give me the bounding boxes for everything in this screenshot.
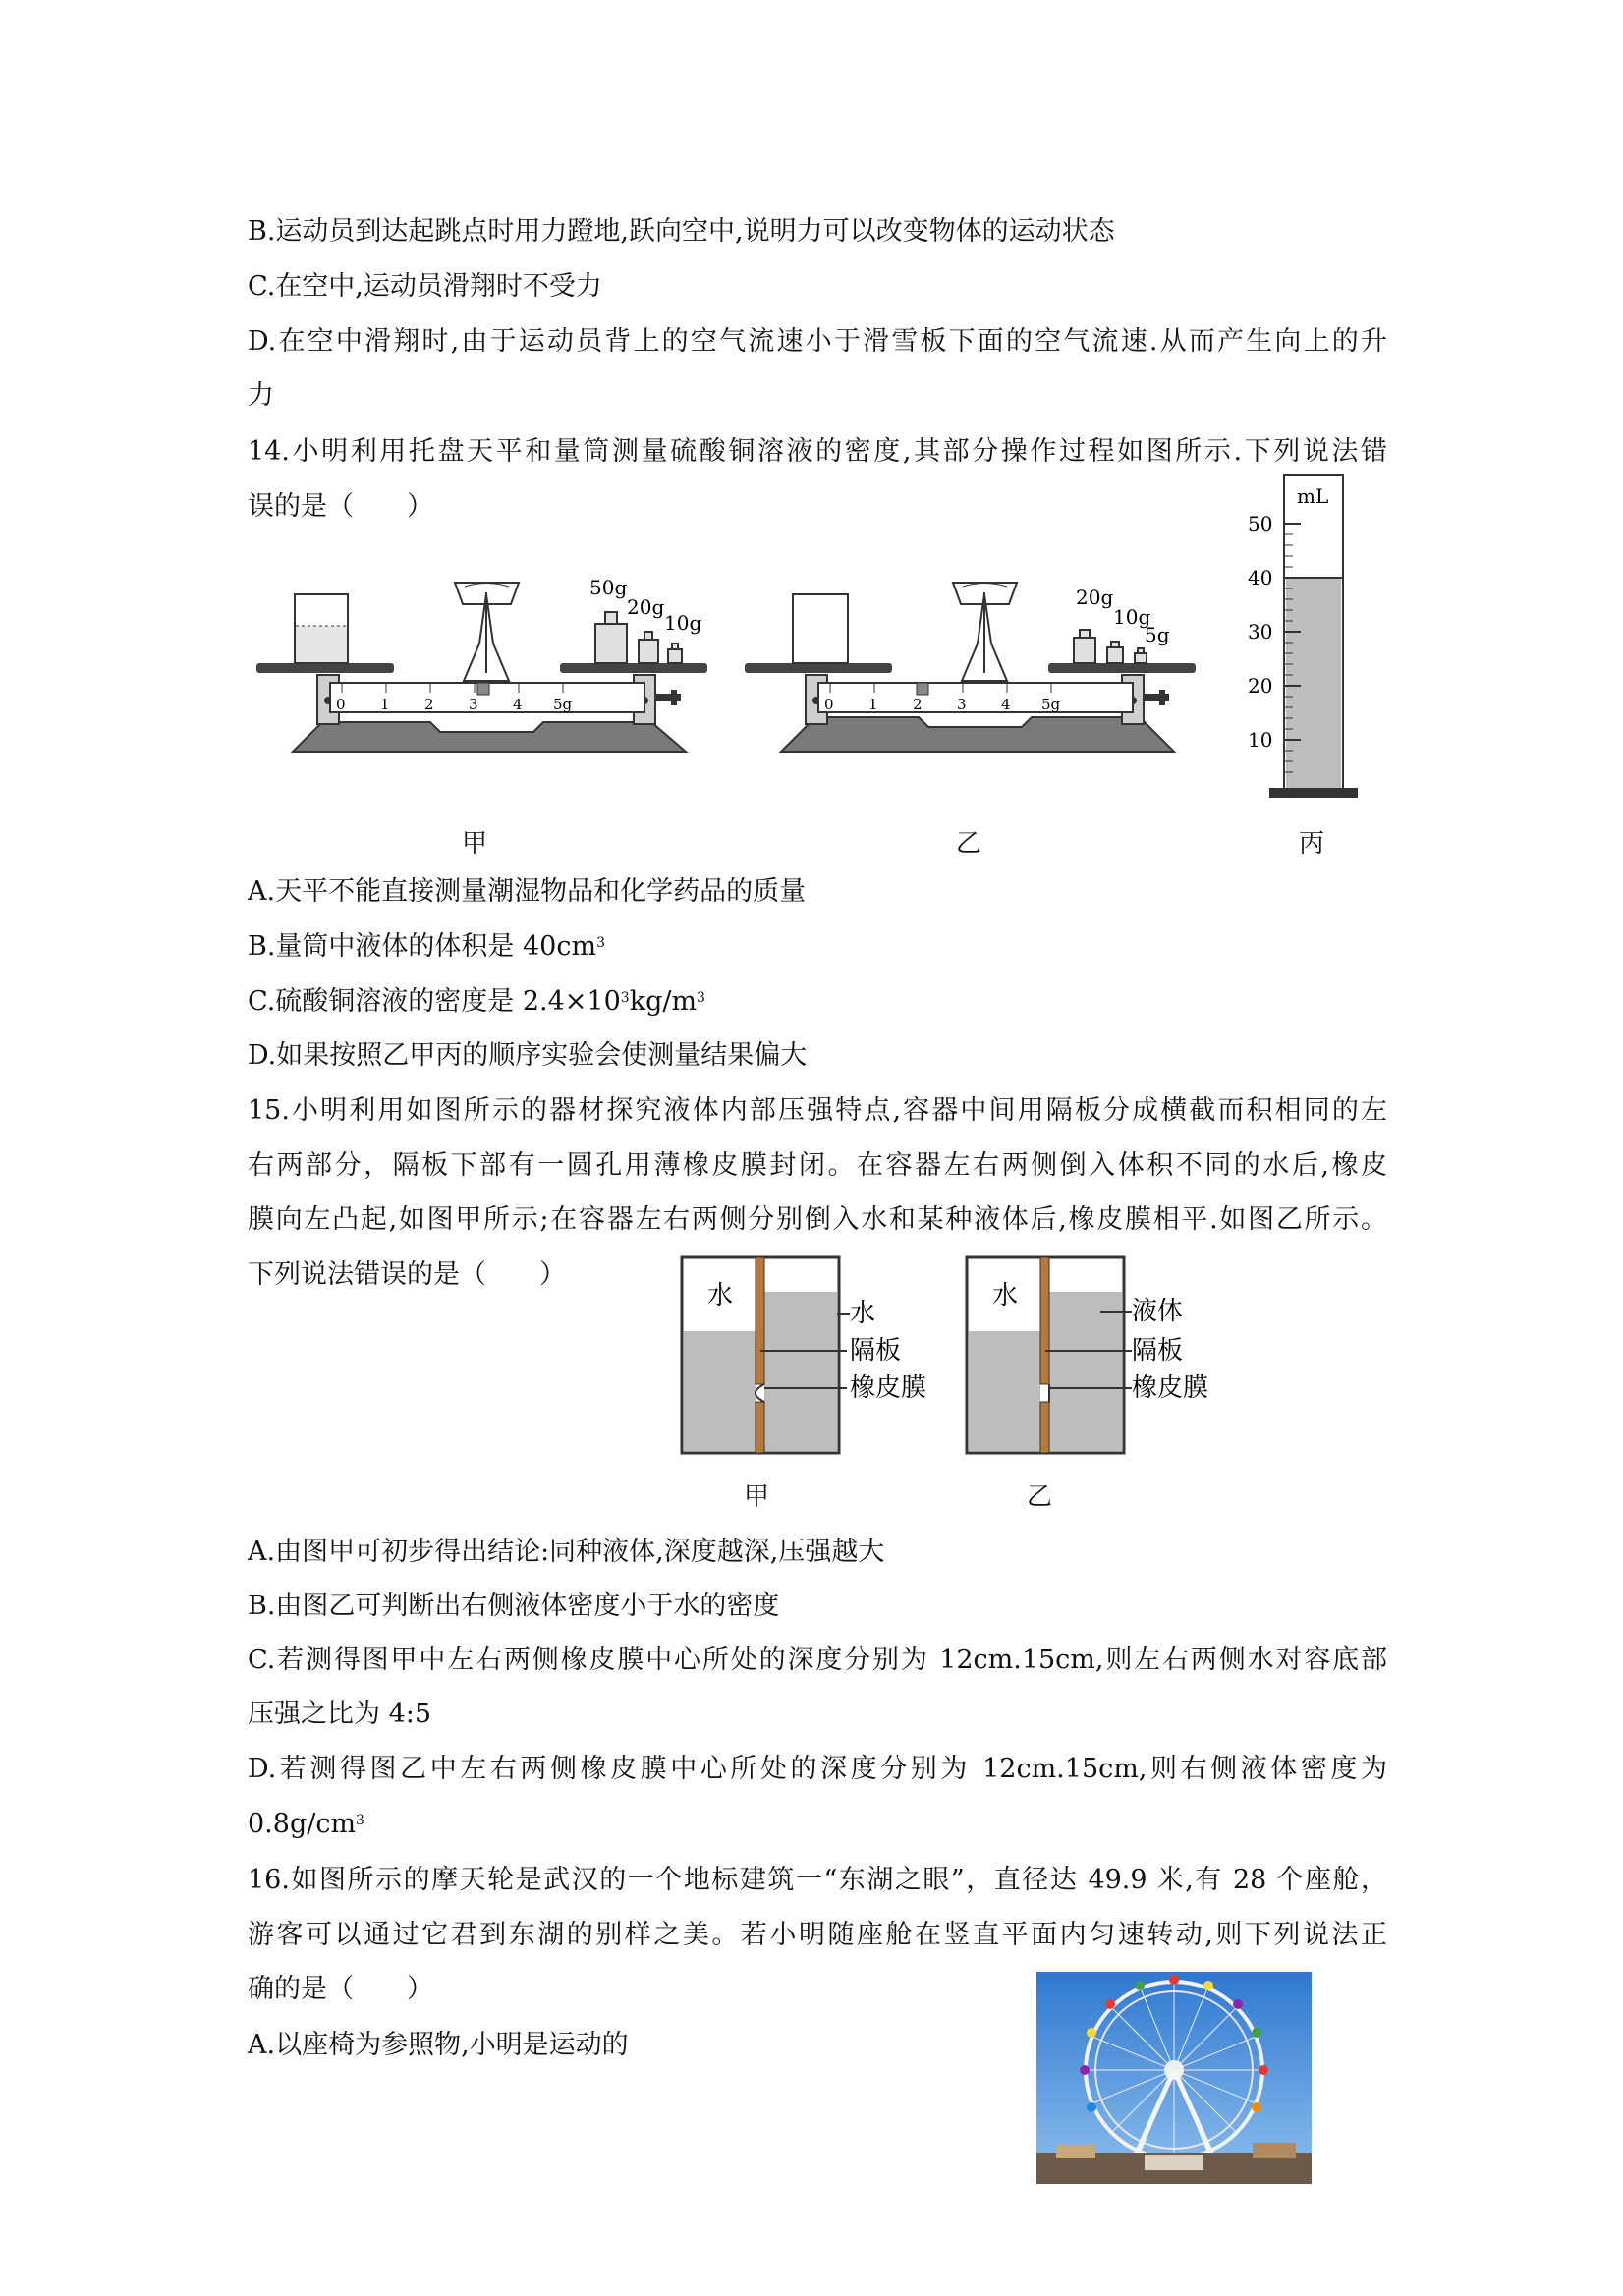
q15-option-a: A.由图甲可初步得出结论:同种液体,深度越深,压强越大 <box>248 1537 885 1567</box>
scale-label-2: 2 <box>913 696 923 713</box>
q14-option-b: B.量筒中液体的体积是 $40cm^3$ <box>248 931 606 962</box>
q15-stem-line1: 15.小明利用如图所示的器材探究液体内部压强特点,容器中间用隔板分成横截而积相同的左 <box>248 1095 1387 1126</box>
weight-10g-label: 10g <box>664 611 702 635</box>
left-water-label: 水 <box>707 1281 734 1311</box>
label-liquid: 液体 <box>1132 1297 1184 1326</box>
rider <box>477 683 489 695</box>
ferris-wheel-photo <box>1036 1972 1312 2184</box>
tick-10: 10 <box>1248 728 1273 752</box>
q15-stem-line4: 下列说法错误的是（ ） <box>248 1260 566 1290</box>
scale-label-0: 0 <box>336 696 346 713</box>
scale-label-3: 3 <box>957 696 967 713</box>
label-partition: 隔板 <box>1132 1336 1184 1366</box>
weight-5g-label: 5g <box>1145 623 1170 646</box>
container-jia-figure <box>678 1253 963 1469</box>
weight-20g-label: 20g <box>1076 586 1114 609</box>
caption-bing: 丙 <box>1299 829 1325 859</box>
q14-option-d: D.如果按照乙甲丙的顺序实验会使测量结果偏大 <box>248 1040 808 1071</box>
scale-label-5g: 5g <box>553 696 573 713</box>
scale-label-4: 4 <box>1001 696 1011 713</box>
scale-label-2: 2 <box>424 696 434 713</box>
q15-stem-line3: 膜向左凸起,如图甲所示;在容器左右两侧分别倒入水和某种液体后,橡皮膜相平.如图乙所示。 <box>248 1204 1387 1235</box>
rider <box>917 683 928 695</box>
caption-yi: 乙 <box>956 829 982 859</box>
cylinder-figure <box>1240 470 1358 799</box>
q15-stem-line2: 右两部分，隔板下部有一圆孔用薄橡皮膜封闭。在容器左右两侧倒入体积不同的水后,橡皮 <box>248 1150 1387 1181</box>
q16-stem-line1: 16.如图所示的摩天轮是武汉的一个地标建筑一“东湖之眼”，直径达 49.9 米,有 28 个座舱， <box>248 1865 1387 1895</box>
q16-stem-line3: 确的是（ ） <box>248 1974 433 2004</box>
scale-label-4: 4 <box>513 696 523 713</box>
right-water <box>764 1292 837 1451</box>
right-pan <box>560 663 707 673</box>
partition <box>756 1257 764 1384</box>
q14-option-c: C.硫酸铜溶液的密度是 $2.4\times 10^3kg/m^3$ <box>248 986 705 1017</box>
left-water <box>969 1331 1040 1451</box>
balance-jia-figure <box>253 565 720 801</box>
weight-20g-label: 20g <box>627 595 665 619</box>
q14-option-a: A.天平不能直接测量潮湿物品和化学药品的质量 <box>248 876 807 907</box>
scale-label-5g: 5g <box>1041 696 1061 713</box>
caption-jia: 甲 <box>744 1483 770 1512</box>
tick-50: 50 <box>1248 512 1273 535</box>
left-water-label: 水 <box>992 1281 1019 1311</box>
weight-50g-label: 50g <box>589 576 628 599</box>
scale-label-0: 0 <box>824 696 834 713</box>
q15-option-c-line1: C.若测得图甲中左右两侧橡皮膜中心所处的深度分别为 12cm.15cm,则左右两侧水对容底部 <box>248 1645 1387 1675</box>
q16-stem-line2: 游客可以通过它君到东湖的别样之美。若小明随座舱在竖直平面内匀速转动,则下列说法正 <box>248 1920 1387 1950</box>
q16-option-a: A.以座椅为参照物,小明是运动的 <box>248 2030 629 2060</box>
balance-base <box>293 722 686 752</box>
cylinder-liquid <box>1286 578 1341 788</box>
partition <box>1040 1257 1049 1384</box>
q13-option-c: C.在空中,运动员滑翔时不受力 <box>248 271 602 302</box>
label-membrane: 橡皮膜 <box>1132 1373 1209 1403</box>
q15-option-c-line2: 压强之比为 4:5 <box>248 1699 432 1729</box>
tick-40: 40 <box>1248 566 1273 589</box>
weight-10g-label: 10g <box>1113 605 1151 629</box>
caption-jia: 甲 <box>462 829 488 859</box>
q13-option-b: B.运动员到达起跳点时用力蹬地,跃向空中,说明力可以改变物体的运动状态 <box>248 216 1115 247</box>
left-water <box>684 1331 756 1451</box>
scale-label-1: 1 <box>868 696 878 713</box>
empty-beaker <box>793 594 848 663</box>
cylinder-unit-label: mL <box>1297 484 1329 508</box>
scale-label-1: 1 <box>380 696 390 713</box>
caption-yi: 乙 <box>1027 1483 1053 1512</box>
q14-stem-line1: 14.小明利用托盘天平和量筒测量硫酸铜溶液的密度,其部分操作过程如图所示.下列说法错 <box>248 436 1387 467</box>
label-membrane: 橡皮膜 <box>850 1373 927 1403</box>
right-liquid <box>1049 1292 1122 1451</box>
left-pan <box>256 663 394 673</box>
tick-30: 30 <box>1248 620 1273 644</box>
q13-option-d-line2: 力 <box>248 380 274 411</box>
q13-option-d-line1: D.在空中滑翔时,由于运动员背上的空气流速小于滑雪板下面的空气流速.从而产生向上的升 <box>248 326 1387 357</box>
label-partition: 隔板 <box>850 1336 902 1366</box>
label-water: 水 <box>850 1299 876 1328</box>
tick-20: 20 <box>1248 674 1273 698</box>
scale-label-3: 3 <box>469 696 478 713</box>
q14-stem-line2: 误的是（ ） <box>248 491 433 522</box>
q15-option-d-line2: $0.8g/cm^3$ <box>248 1809 364 1839</box>
q15-option-d-line1: D.若测得图乙中左右两侧橡皮膜中心所处的深度分别为 12cm.15cm,则右侧液体密度为 <box>248 1754 1387 1784</box>
container-yi-figure <box>963 1253 1248 1469</box>
q15-option-b: B.由图乙可判断出右侧液体密度小于水的密度 <box>248 1591 780 1621</box>
balance-yi-figure <box>742 565 1208 801</box>
